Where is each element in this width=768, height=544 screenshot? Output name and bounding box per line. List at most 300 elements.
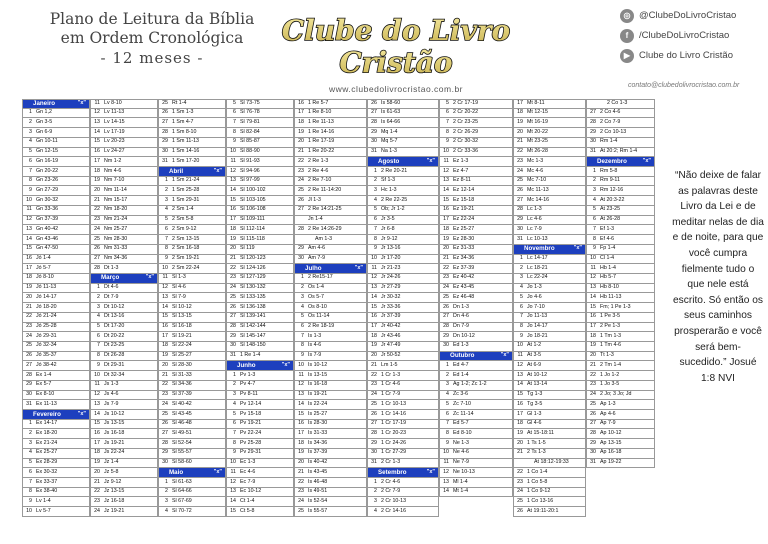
- reading-day: 10: [590, 255, 596, 262]
- month-name: Abril: [169, 167, 184, 175]
- reading-passage: 2 Cr 26-29: [453, 128, 479, 135]
- reading-passage: Ed 8-10: [453, 429, 472, 436]
- reading-day: 25: [443, 293, 449, 300]
- reading-row[interactable]: [439, 488, 513, 498]
- reading-passage: Sl 112-114: [240, 225, 265, 232]
- reading-passage: Sl 85-87: [240, 138, 260, 145]
- reading-day: 13: [517, 371, 523, 378]
- reading-day: 25: [162, 100, 168, 107]
- reading-day: 25: [298, 186, 304, 193]
- reading-passage: Ec 1-3: [240, 459, 256, 466]
- reading-day: 2: [165, 186, 168, 193]
- reading-passage: Lc 10-13: [527, 235, 548, 242]
- reading-passage: Ez 34-36: [453, 255, 475, 262]
- reading-day: 8: [446, 128, 449, 135]
- reading-passage: Ez 19-21: [453, 206, 475, 213]
- reading-passage: Gn 1,2: [36, 109, 52, 116]
- reading-day: 3: [374, 186, 377, 193]
- month-check-mark: "x": [426, 157, 435, 164]
- reading-passage: Sl 91-93: [240, 157, 260, 164]
- reading-day: 28: [230, 323, 236, 330]
- logo-wordmark: [281, 6, 511, 82]
- reading-day: 16: [26, 255, 32, 262]
- reading-day: 2: [165, 488, 168, 495]
- reading-row[interactable]: [90, 507, 158, 517]
- month-name: Janeiro: [33, 100, 56, 108]
- reading-day: 14: [230, 497, 236, 504]
- reading-passage: Ap 13-15: [600, 439, 622, 446]
- reading-day: 2: [29, 429, 32, 436]
- reading-passage: 2 Sm 1-4: [172, 206, 194, 213]
- logo-url[interactable]: www.clubedolivrocristao.com.br: [328, 84, 464, 94]
- reading-passage: 2 Co 7-9: [600, 118, 621, 125]
- reading-passage: Is 64-66: [381, 118, 401, 125]
- reading-passage: Nm 15-17: [104, 196, 128, 203]
- reading-passage: Jr 17-20: [381, 255, 401, 262]
- reading-passage: Ez 8-11: [453, 177, 471, 184]
- reading-passage: Ml 1-4: [453, 478, 468, 485]
- month-name: Dezembro: [597, 157, 627, 165]
- reading-passage: Ne 4-6: [453, 449, 469, 456]
- reading-day: 3: [233, 391, 236, 398]
- reading-day: 12: [94, 109, 100, 116]
- reading-day: 28: [162, 439, 168, 446]
- reading-day: 19: [298, 449, 304, 456]
- reading-passage: Zc 11-14: [453, 410, 474, 417]
- reading-day: 1: [165, 478, 168, 485]
- reading-day: 20: [371, 352, 377, 359]
- reading-day: 7: [374, 225, 377, 232]
- reading-day: 15: [26, 245, 32, 252]
- reading-day: 5: [446, 100, 449, 107]
- reading-day: 21: [94, 196, 100, 203]
- reading-passage: Js 1-3: [104, 381, 119, 388]
- reading-day: 29: [298, 245, 304, 252]
- reading-passage: Am 4-6: [308, 245, 326, 252]
- reading-day: 22: [298, 157, 304, 164]
- reading-day: 15: [162, 313, 168, 320]
- reading-passage: Lv 11-13: [104, 109, 125, 116]
- reading-day: 22: [517, 468, 523, 475]
- reading-passage: Sl 88-90: [240, 148, 260, 155]
- reading-passage: 2 Tm 1-4: [600, 361, 622, 368]
- reading-day: 9: [374, 245, 377, 252]
- reading-day: 17: [443, 216, 449, 223]
- reading-day: 29: [26, 381, 32, 388]
- reading-day: 29: [371, 128, 377, 135]
- reading-passage: 1 Re 14-16: [308, 128, 335, 135]
- reading-day: 26: [590, 410, 596, 417]
- reading-passage: Jz 1-4: [104, 459, 119, 466]
- reading-passage: Dt 29-31: [104, 361, 125, 368]
- reading-day: 6: [520, 303, 523, 310]
- reading-day: 9: [446, 138, 449, 145]
- reading-day: 21: [26, 303, 32, 310]
- reading-day: 8: [593, 235, 596, 242]
- reading-passage: Gn 3-5: [36, 118, 53, 125]
- reading-passage: 2 Cr 7-9: [381, 488, 401, 495]
- reading-passage: At 13-14: [527, 381, 548, 388]
- reading-passage: Nm 1-2: [104, 157, 122, 164]
- reading-day: 30: [230, 342, 236, 349]
- reading-day: 5: [520, 293, 523, 300]
- reading-day: 8: [29, 488, 32, 495]
- reading-day: 4: [97, 313, 100, 320]
- reading-passage: Ez 1-3: [453, 157, 469, 164]
- reading-day: 23: [443, 274, 449, 281]
- reading-day: 13: [94, 118, 100, 125]
- reading-passage: Jó 38-42: [36, 361, 57, 368]
- reading-day: 29: [162, 138, 168, 145]
- bible-quote: “Não deixe de falar as palavras deste Livro da Lei e de meditar nelas de dia e de noite, para que você cumpra fielmente tudo o que nele está escrito. Só então os seus caminhos prosperarão e você será bem-sucedido.” Josué 1:8 NVI: [672, 170, 764, 384]
- reading-passage: Jr 37-39: [381, 313, 401, 320]
- reading-passage: Am 1-3: [315, 235, 333, 242]
- reading-row[interactable]: [158, 507, 226, 517]
- reading-day: 14: [26, 235, 32, 242]
- reading-day: 20: [443, 245, 449, 252]
- month-check-mark: "x": [354, 264, 363, 271]
- reading-passage: Mt 23-25: [527, 138, 548, 145]
- reading-passage: 2 Sm 22-24: [172, 264, 200, 271]
- reading-passage: At 20:2; Rm 1-4: [600, 148, 638, 155]
- reading-day: 9: [301, 352, 304, 359]
- reading-passage: Ap 10-12: [600, 429, 622, 436]
- reading-day: 1: [301, 274, 304, 281]
- reading-passage: Is 58-60: [381, 100, 401, 107]
- reading-day: 25: [371, 400, 377, 407]
- reading-passage: Sl 119: [240, 245, 255, 252]
- reading-passage: Sl 130-132: [240, 284, 266, 291]
- reading-passage: 1 Cr 7-9: [381, 391, 401, 398]
- reading-passage: Sl 109-111: [240, 216, 265, 223]
- reading-day: 7: [29, 167, 32, 174]
- instagram-icon: ◎: [620, 9, 634, 23]
- reading-day: 19: [94, 177, 100, 184]
- reading-day: 2: [374, 488, 377, 495]
- reading-passage: Ez 22-24: [453, 216, 475, 223]
- reading-day: 23: [517, 157, 523, 164]
- reading-passage: Ez 46-48: [453, 293, 475, 300]
- reading-passage: Sl 142-144: [240, 323, 266, 330]
- reading-day: 15: [517, 391, 523, 398]
- reading-passage: Mc 14-16: [527, 196, 550, 203]
- reading-passage: Gn 30-32: [36, 196, 59, 203]
- reading-day: 15: [443, 196, 449, 203]
- reading-day: 5: [446, 400, 449, 407]
- reading-day: 26: [371, 100, 377, 107]
- reading-day: 11: [371, 264, 377, 271]
- reading-day: 10: [443, 449, 449, 456]
- reading-row[interactable]: [513, 507, 586, 517]
- reading-day: 22: [517, 148, 523, 155]
- reading-day: 10: [162, 264, 168, 271]
- reading-passage: Ex 21-24: [36, 439, 58, 446]
- reading-day: 7: [29, 478, 32, 485]
- reading-passage: Pv 8-11: [240, 391, 258, 398]
- facebook-icon: f: [620, 29, 634, 43]
- reading-day: 16: [517, 400, 523, 407]
- reading-passage: Lv 5-7: [36, 507, 51, 514]
- reading-day: 13: [590, 284, 596, 291]
- reading-passage: Is 55-57: [308, 507, 328, 514]
- reading-day: 1: [165, 177, 168, 184]
- month-name: Junho: [237, 361, 256, 369]
- reading-day: 31: [371, 459, 377, 466]
- reading-passage: Pv 25-28: [240, 439, 262, 446]
- reading-row[interactable]: [586, 459, 655, 469]
- reading-day: 1: [97, 284, 100, 291]
- reading-passage: Jo 18-21: [527, 332, 548, 339]
- reading-row[interactable]: [367, 507, 439, 517]
- reading-day: 25: [230, 293, 236, 300]
- reading-day: 18: [298, 439, 304, 446]
- reading-day: 19: [443, 235, 449, 242]
- reading-day: 7: [301, 332, 304, 339]
- reading-day: 21: [162, 371, 168, 378]
- reading-row[interactable]: [294, 507, 367, 517]
- reading-day: 19: [26, 284, 32, 291]
- reading-passage: At 6-9: [527, 361, 542, 368]
- reading-day: 8: [165, 245, 168, 252]
- reading-day: 5: [593, 206, 596, 213]
- reading-passage: Is 19-21: [308, 391, 328, 398]
- reading-day: 27: [590, 109, 596, 116]
- reading-day: 1: [233, 371, 236, 378]
- reading-day: 3: [97, 303, 100, 310]
- reading-passage: Sl 115-118: [240, 235, 265, 242]
- plan-column-8: [513, 99, 586, 517]
- reading-day: 3: [29, 439, 32, 446]
- reading-day: 29: [590, 439, 596, 446]
- reading-passage: Sl 16-18: [172, 323, 192, 330]
- reading-passage: Mc 4-6: [527, 167, 544, 174]
- reading-passage: Ob; Jr 1-2: [381, 206, 405, 213]
- reading-passage: Ez 25-27: [453, 225, 475, 232]
- reading-passage: Nm 4-6: [104, 167, 122, 174]
- social-youtube[interactable]: [620, 46, 768, 65]
- reading-day: 6: [374, 216, 377, 223]
- plan-column-2: [90, 99, 158, 517]
- reading-day: 18: [94, 449, 100, 456]
- reading-day: 8: [97, 352, 100, 359]
- reading-passage: Nm 7-10: [104, 177, 125, 184]
- reading-day: 2: [374, 177, 377, 184]
- reading-passage: Nm 18-20: [104, 206, 128, 213]
- reading-passage: Jr 30-32: [381, 293, 401, 300]
- reading-passage: Tt 1-3: [600, 352, 614, 359]
- reading-day: 31: [26, 400, 32, 407]
- reading-day: 28: [590, 118, 596, 125]
- reading-passage: At 20:3-22: [600, 196, 625, 203]
- reading-passage: 1 Re 8-10: [308, 109, 332, 116]
- reading-day: 18: [26, 274, 32, 281]
- reading-passage: Sl 139-141: [240, 313, 266, 320]
- reading-day: 10: [26, 507, 32, 514]
- reading-day: 1: [29, 420, 32, 427]
- reading-passage: 1 Ts 1-5: [527, 439, 546, 446]
- reading-day: 3: [446, 381, 449, 388]
- reading-day: 30: [162, 148, 168, 155]
- reading-day: 6: [593, 216, 596, 223]
- reading-passage: Sl 70-72: [172, 507, 192, 514]
- social-facebook-label: /ClubeDoLivroCristao: [639, 30, 730, 41]
- reading-day: 22: [298, 478, 304, 485]
- reading-passage: Jr 40-42: [381, 323, 401, 330]
- reading-passage: Ef 1-3: [600, 225, 615, 232]
- reading-passage: 1 Re 1-4: [240, 352, 261, 359]
- reading-passage: Ct 5-8: [240, 507, 255, 514]
- reading-day: 12: [230, 478, 236, 485]
- reading-passage: 2 Cr 17-19: [453, 100, 479, 107]
- reading-passage: 2 Re 11-14:20: [308, 186, 342, 193]
- reading-passage: Lc 22-24: [527, 274, 548, 281]
- reading-passage: 1 Sm 8-10: [172, 128, 197, 135]
- reading-day: 24: [298, 497, 304, 504]
- reading-day: 16: [443, 206, 449, 213]
- logo-text-line-2: Cristão: [339, 46, 453, 79]
- reading-day: 7: [97, 342, 100, 349]
- reading-day: 24: [517, 488, 523, 495]
- reading-passage: At 23-25: [600, 206, 621, 213]
- reading-passage: 1 Jo 1-2: [600, 371, 620, 378]
- reading-passage: 1 Sm 11-13: [172, 138, 199, 145]
- social-facebook[interactable]: [620, 26, 768, 45]
- reading-day: 6: [301, 323, 304, 330]
- reading-passage: Is 22-24: [308, 400, 328, 407]
- reading-passage: Sl 34-36: [172, 381, 192, 388]
- reading-passage: Hb 11-13: [600, 293, 622, 300]
- reading-day: 1: [374, 167, 377, 174]
- reading-passage: Rm 1-4: [600, 138, 618, 145]
- reading-passage: 1 Tm 4-6: [600, 342, 622, 349]
- reading-day: 12: [371, 274, 377, 281]
- reading-day: 4: [374, 507, 377, 514]
- reading-passage: 1 Cr 17-19: [381, 420, 407, 427]
- contact-email[interactable]: contato@clubedolivrocristao.com.br: [628, 82, 740, 89]
- reading-passage: Jr 3-5: [381, 216, 395, 223]
- reading-passage: Sf 1-3: [381, 177, 396, 184]
- reading-passage: Nm 21-24: [104, 216, 128, 223]
- reading-passage: Sl 40-42: [172, 400, 192, 407]
- reading-day: 11: [590, 264, 596, 271]
- social-youtube-label: Clube do Livro Cristão: [639, 50, 733, 61]
- reading-passage: Nm 28-30: [104, 235, 128, 242]
- reading-day: 4: [165, 206, 168, 213]
- reading-day: 29: [230, 332, 236, 339]
- reading-passage: Is 28-30: [308, 420, 328, 427]
- youtube-icon: ▶: [620, 49, 634, 63]
- reading-passage: Sl 124-126: [240, 264, 266, 271]
- reading-day: 6: [29, 157, 32, 164]
- reading-day: 6: [446, 410, 449, 417]
- month-name: Setembro: [378, 468, 407, 476]
- reading-passage: 1 Sm 29-31: [172, 196, 200, 203]
- reading-day: 14: [590, 293, 596, 300]
- reading-passage: 1 Sm 25-28: [172, 186, 200, 193]
- reading-day: 30: [590, 138, 596, 145]
- plan-column-9: [586, 99, 655, 517]
- reading-day: 19: [298, 128, 304, 135]
- reading-day: 14: [371, 293, 377, 300]
- reading-passage: Sl 1-3: [172, 274, 186, 281]
- reading-day: 15: [94, 138, 100, 145]
- reading-day: 13: [443, 478, 449, 485]
- reading-day: 25: [590, 400, 596, 407]
- month-name: Agosto: [378, 157, 400, 165]
- plan-column-7: [439, 99, 513, 517]
- reading-passage: 1 Tm 1-3: [600, 332, 622, 339]
- reading-day: 17: [94, 439, 100, 446]
- reading-day: 9: [165, 255, 168, 262]
- reading-passage: Jr 33-36: [381, 303, 401, 310]
- reading-passage: Zc 7-10: [453, 400, 471, 407]
- social-instagram[interactable]: [620, 6, 768, 25]
- month-check-mark: "x": [77, 100, 86, 107]
- reading-row[interactable]: [22, 507, 90, 517]
- reading-passage: Ec 7-9: [240, 478, 256, 485]
- reading-passage: Jo 4-6: [527, 293, 542, 300]
- reading-day: 24: [443, 284, 449, 291]
- reading-passage: Tg 3-5: [527, 400, 543, 407]
- reading-passage: Sl 103-105: [240, 196, 266, 203]
- reading-day: 15: [230, 507, 236, 514]
- reading-passage: Hb 1-4: [600, 264, 616, 271]
- reading-row[interactable]: [226, 507, 294, 517]
- social-links: [620, 6, 768, 66]
- reading-passage: At 1-2: [527, 342, 542, 349]
- reading-day: 27: [517, 196, 523, 203]
- reading-passage: 2 Pe 1-3: [600, 323, 621, 330]
- reading-passage: Ex 18-20: [36, 429, 58, 436]
- reading-passage: Ez 15-18: [453, 196, 475, 203]
- reading-passage: Jó 29-31: [36, 332, 57, 339]
- reading-passage: Pv 22-24: [240, 429, 262, 436]
- reading-passage: Is 52-54: [308, 497, 328, 504]
- reading-day: 24: [162, 400, 168, 407]
- reading-passage: Jz 13-15: [104, 488, 125, 495]
- reading-passage: Am 7-9: [308, 255, 326, 262]
- reading-day: 15: [590, 303, 596, 310]
- reading-day: 13: [162, 293, 168, 300]
- reading-passage: 2 Sm 19-21: [172, 255, 200, 262]
- reading-passage: Is 25-27: [308, 410, 328, 417]
- reading-day: 3: [593, 186, 596, 193]
- reading-day: 6: [446, 109, 449, 116]
- reading-passage: Ef 4-6: [600, 235, 615, 242]
- reading-passage: Lv 8-10: [104, 100, 122, 107]
- plan-column-6: [367, 99, 439, 517]
- reading-day: 21: [590, 361, 596, 368]
- reading-day: 16: [162, 323, 168, 330]
- reading-day: 19: [162, 352, 168, 359]
- reading-day: 30: [590, 449, 596, 456]
- reading-day: 29: [371, 439, 377, 446]
- reading-passage: Sl 31-33: [172, 371, 192, 378]
- reading-passage: Rm 5-8: [600, 167, 618, 174]
- reading-day: 21: [298, 148, 304, 155]
- reading-passage: Sl 82-84: [240, 128, 260, 135]
- reading-passage: Dt 4-6: [104, 284, 119, 291]
- reading-passage: 1 Co 5-8: [527, 478, 548, 485]
- reading-passage: Jr 43-46: [381, 332, 401, 339]
- reading-passage: Fm; 1 Pe 1-3: [600, 303, 631, 310]
- reading-passage: Pv 15-18: [240, 410, 262, 417]
- reading-passage: Jo 14-17: [527, 323, 548, 330]
- reading-passage: 1 Cr 20-23: [381, 429, 407, 436]
- reading-day: 7: [233, 429, 236, 436]
- reading-day: 17: [517, 100, 523, 107]
- reading-day: 21: [517, 138, 523, 145]
